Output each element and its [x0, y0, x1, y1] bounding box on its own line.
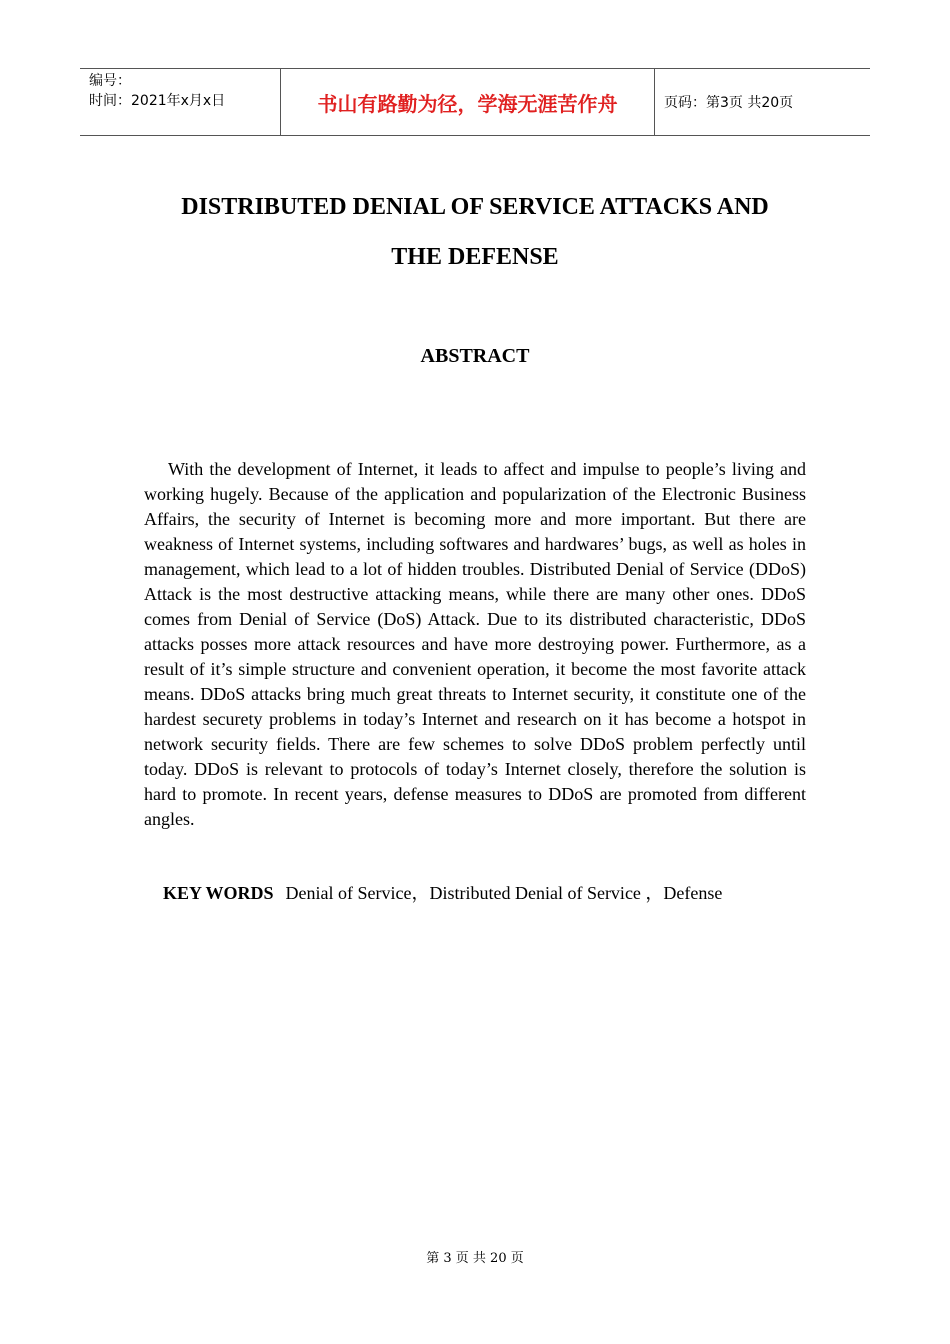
document-header [80, 68, 870, 136]
keywords-line [163, 881, 843, 906]
abstract-body: With the development of Internet, it leads to affect and impulse to people’s living and working hugely. Because of the application and popularization of the Electronic Business Affairs, the security of Internet is becoming more and more important. But there are weakness of Internet systems, including softwares and hardwares’ bugs, as well as holes in management, which lead to a lot of hidden troubles. Distributed Denial of Service (DDoS) Attack is the most destructive attacking means, while there are many other ones. DDoS comes from Denial of Service (DoS) Attack. Due to its distributed characteristic, DDoS attacks posses more attack resources and have more destroying power. Furthermore, as a result of it’s simple structure and convenient operation, it become the most favorite attack means. DDoS attacks bring much great threats to Internet security, it constitute one of the hardest securety problems in today’s Internet and research on it has become a hotspot in network security fields. There are few schemes to solve DDoS problem perfectly until today. DDoS is relevant to protocols of today’s Internet closely, therefore the solution is hard to promote. In recent years, defense measures to DDoS are promoted from different angles. [144, 459, 806, 829]
header-meta [80, 69, 281, 135]
keywords-text: Denial of Service，Distributed Denial of Service ，Defense [285, 883, 723, 903]
document-title-line-2: THE DEFENSE [391, 244, 559, 270]
header-time-label: 时间：2021年x月x日 [89, 93, 226, 109]
abstract-heading: ABSTRACT [420, 345, 530, 367]
document-title-line-1: DISTRIBUTED DENIAL OF SERVICE ATTACKS AND [181, 194, 769, 220]
header-motto: 书山有路勤为径，学海无涯苦作舟 [281, 69, 655, 135]
header-number-label: 编号： [89, 73, 131, 89]
page-footer: 第 3 页 共 20 页 [426, 1251, 524, 1266]
header-page-info: 页码：第3页 共20页 [664, 95, 794, 111]
keywords-label: KEY WORDS [163, 883, 274, 903]
